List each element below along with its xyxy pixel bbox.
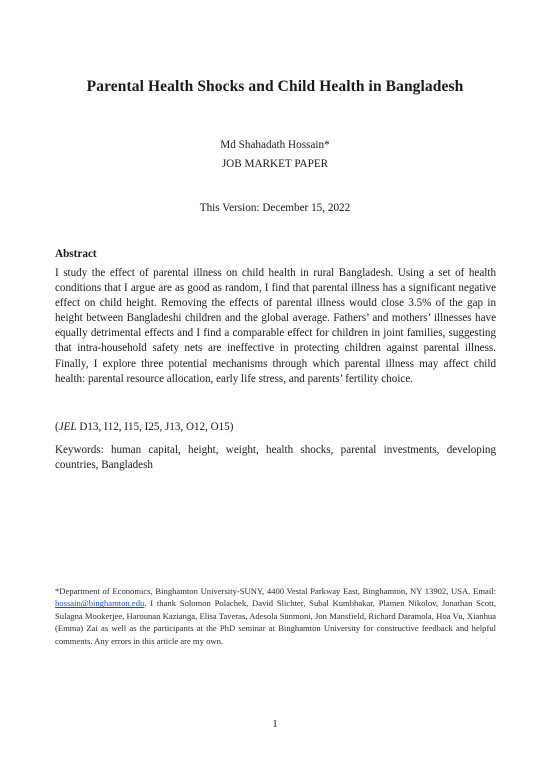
email-link[interactable]: hossain@binghamton.edu bbox=[55, 598, 145, 609]
footnote-affiliation: *Department of Economics, Binghamton University-SUNY, 4400 Vestal Parkway East, Binghamton, NY 13902, USA. Email: bbox=[55, 586, 496, 596]
jel-open-paren: ( bbox=[55, 421, 59, 433]
paper-title: Parental Health Shocks and Child Health in Bangladesh bbox=[86, 78, 464, 95]
keywords: Keywords: human capital, height, weight, health shocks, parental investments, developing countries, Bangladesh bbox=[55, 444, 496, 472]
jel-label: JEL bbox=[58, 421, 77, 433]
paper-type: JOB MARKET PAPER bbox=[221, 158, 329, 170]
jel-codes: D13, I12, I15, I25, J13, O12, O15) bbox=[76, 421, 234, 433]
abstract-text: I study the effect of parental illness on child health in rural Bangladesh. Using a set of health conditions that I argue are as good as random, I find that parental illness has a significant negative effect on child height. Removing the effects of parental illness would close 3.5% of the gap in height between Bangladeshi children and the global average. Fathers’ and mothers’ illnesses have equally detrimental effects and I find a comparable effect for children in joint families, suggesting that intra-household safety nets are ineffective in protecting children against parental illness. Finally, I explore three potential mechanisms through which parental illness may affect child health: parental resource allocation, early life stress, and parents’ fertility choice. bbox=[55, 267, 496, 385]
footnote-acknowledgements: . I thank Solomon Polachek, David Slichter, Subal Kumbhakar, Plamen Nikolov, Jonathan Scott, Sulagna Mookerjee, Harounan Kazianga, Elisa Taveras, Adesola Sunmoni, Jon Mansfield, Richard Daramola, Hoa Vu, Xianhua (Emma) Zai as well as the participants at the PhD seminar at Binghamton University for constructive feedback and helpful comments. Any errors in this article are my own. bbox=[55, 598, 496, 646]
abstract-heading: Abstract bbox=[55, 248, 97, 260]
version-date: This Version: December 15, 2022 bbox=[199, 202, 351, 214]
author-footnote bbox=[55, 585, 496, 647]
author-name: Md Shahadath Hossain* bbox=[220, 139, 330, 151]
page-number: 1 bbox=[272, 718, 278, 730]
jel-codes-line bbox=[55, 421, 496, 433]
